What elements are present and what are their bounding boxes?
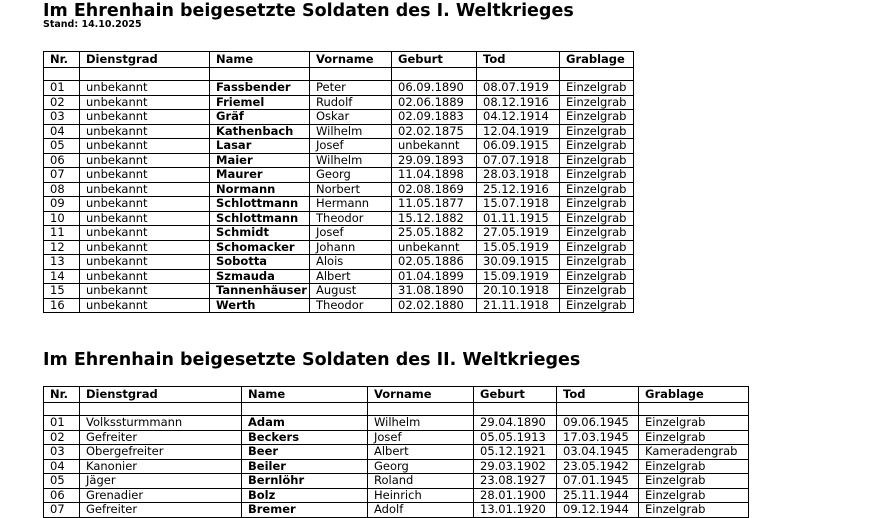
empty-cell xyxy=(392,68,477,81)
cell-tod: 07.07.1918 xyxy=(477,153,560,168)
table-header-row xyxy=(44,52,634,68)
empty-cell xyxy=(639,403,749,416)
empty-cell xyxy=(368,403,474,416)
cell-dienstgrad: unbekannt xyxy=(80,182,210,197)
table-row xyxy=(44,95,634,110)
cell-vorname: Roland xyxy=(368,474,474,489)
cell-name: Maurer xyxy=(210,168,310,183)
table-row xyxy=(44,168,634,183)
cell-grablage: Einzelgrab xyxy=(560,226,634,241)
cell-dienstgrad: unbekannt xyxy=(80,197,210,212)
cell-geburt: 06.09.1890 xyxy=(392,81,477,96)
cell-dienstgrad: unbekannt xyxy=(80,110,210,125)
table-row xyxy=(44,445,749,460)
cell-nr: 14 xyxy=(44,269,80,284)
cell-nr: 07 xyxy=(44,168,80,183)
cell-name: Schmidt xyxy=(210,226,310,241)
cell-tod: 27.05.1919 xyxy=(477,226,560,241)
column-header-nr: Nr. xyxy=(44,52,80,68)
cell-dienstgrad: unbekannt xyxy=(80,168,210,183)
cell-grablage: Einzelgrab xyxy=(639,488,749,503)
cell-tod: 17.03.1945 xyxy=(557,430,639,445)
cell-vorname: Rudolf xyxy=(310,95,392,110)
cell-tod: 12.04.1919 xyxy=(477,124,560,139)
cell-grablage: Einzelgrab xyxy=(560,95,634,110)
column-header-tod: Tod xyxy=(477,52,560,68)
table-row xyxy=(44,139,634,154)
cell-vorname: Josef xyxy=(310,139,392,154)
ww2-soldiers-table xyxy=(43,386,749,518)
cell-geburt: 11.04.1898 xyxy=(392,168,477,183)
cell-tod: 08.12.1916 xyxy=(477,95,560,110)
cell-grablage: Einzelgrab xyxy=(560,284,634,299)
cell-name: Normann xyxy=(210,182,310,197)
column-header-vorname: Vorname xyxy=(368,387,474,403)
cell-tod: 25.12.1916 xyxy=(477,182,560,197)
cell-vorname: Peter xyxy=(310,81,392,96)
cell-geburt: 02.02.1875 xyxy=(392,124,477,139)
cell-vorname: Adolf xyxy=(368,503,474,518)
empty-cell xyxy=(80,68,210,81)
cell-tod: 08.07.1919 xyxy=(477,81,560,96)
cell-tod: 21.11.1918 xyxy=(477,298,560,313)
cell-tod: 28.03.1918 xyxy=(477,168,560,183)
cell-nr: 05 xyxy=(44,139,80,154)
cell-name: Sobotta xyxy=(210,255,310,270)
cell-geburt: 31.08.1890 xyxy=(392,284,477,299)
cell-dienstgrad: unbekannt xyxy=(80,255,210,270)
cell-tod: 03.04.1945 xyxy=(557,445,639,460)
cell-grablage: Einzelgrab xyxy=(639,459,749,474)
cell-dienstgrad: Gefreiter xyxy=(80,430,242,445)
cell-name: Schlottmann xyxy=(210,211,310,226)
cell-grablage: Einzelgrab xyxy=(639,474,749,489)
cell-name: Beckers xyxy=(242,430,368,445)
cell-grablage: Einzelgrab xyxy=(560,110,634,125)
cell-dienstgrad: unbekannt xyxy=(80,81,210,96)
cell-nr: 08 xyxy=(44,182,80,197)
cell-geburt: 29.09.1893 xyxy=(392,153,477,168)
cell-name: Schomacker xyxy=(210,240,310,255)
cell-dienstgrad: Volkssturmmann xyxy=(80,416,242,431)
empty-cell xyxy=(557,403,639,416)
cell-vorname: Albert xyxy=(310,269,392,284)
cell-nr: 05 xyxy=(44,474,80,489)
empty-cell xyxy=(80,403,242,416)
cell-geburt: 23.08.1927 xyxy=(474,474,557,489)
table-row xyxy=(44,211,634,226)
cell-grablage: Einzelgrab xyxy=(560,182,634,197)
empty-cell xyxy=(44,68,80,81)
cell-geburt: unbekannt xyxy=(392,240,477,255)
column-header-name: Name xyxy=(210,52,310,68)
table-row xyxy=(44,298,634,313)
cell-tod: 01.11.1915 xyxy=(477,211,560,226)
cell-dienstgrad: unbekannt xyxy=(80,139,210,154)
cell-dienstgrad: Kanonier xyxy=(80,459,242,474)
cell-dienstgrad: unbekannt xyxy=(80,153,210,168)
cell-grablage: Einzelgrab xyxy=(560,197,634,212)
cell-vorname: Wilhelm xyxy=(368,416,474,431)
page-title-ww1: Im Ehrenhain beigesetzte Soldaten des I. Weltkrieges xyxy=(43,1,574,21)
cell-geburt: 15.12.1882 xyxy=(392,211,477,226)
cell-geburt: 29.03.1902 xyxy=(474,459,557,474)
table-row xyxy=(44,503,749,518)
cell-nr: 13 xyxy=(44,255,80,270)
cell-vorname: Albert xyxy=(368,445,474,460)
cell-tod: 07.01.1945 xyxy=(557,474,639,489)
cell-dienstgrad: unbekannt xyxy=(80,284,210,299)
cell-grablage: Einzelgrab xyxy=(560,81,634,96)
column-header-geburt: Geburt xyxy=(474,387,557,403)
cell-dienstgrad: unbekannt xyxy=(80,211,210,226)
cell-tod: 23.05.1942 xyxy=(557,459,639,474)
cell-nr: 04 xyxy=(44,124,80,139)
cell-nr: 06 xyxy=(44,153,80,168)
empty-cell xyxy=(242,403,368,416)
cell-name: Bremer xyxy=(242,503,368,518)
cell-geburt: unbekannt xyxy=(392,139,477,154)
cell-vorname: Hermann xyxy=(310,197,392,212)
column-header-name: Name xyxy=(242,387,368,403)
table-row xyxy=(44,197,634,212)
cell-nr: 16 xyxy=(44,298,80,313)
cell-geburt: 05.12.1921 xyxy=(474,445,557,460)
cell-geburt: 13.01.1920 xyxy=(474,503,557,518)
cell-grablage: Einzelgrab xyxy=(639,503,749,518)
cell-grablage: Einzelgrab xyxy=(560,255,634,270)
column-header-dienstgrad: Dienstgrad xyxy=(80,52,210,68)
cell-grablage: Einzelgrab xyxy=(560,168,634,183)
cell-nr: 12 xyxy=(44,240,80,255)
cell-nr: 07 xyxy=(44,503,80,518)
column-header-grablage: Grablage xyxy=(639,387,749,403)
table-row xyxy=(44,284,634,299)
cell-vorname: Georg xyxy=(310,168,392,183)
cell-vorname: Wilhelm xyxy=(310,124,392,139)
table-row xyxy=(44,226,634,241)
cell-tod: 04.12.1914 xyxy=(477,110,560,125)
empty-cell xyxy=(477,68,560,81)
cell-nr: 03 xyxy=(44,110,80,125)
cell-geburt: 29.04.1890 xyxy=(474,416,557,431)
cell-dienstgrad: unbekannt xyxy=(80,95,210,110)
cell-nr: 06 xyxy=(44,488,80,503)
cell-vorname: Georg xyxy=(368,459,474,474)
cell-tod: 09.12.1944 xyxy=(557,503,639,518)
table-spacer-row xyxy=(44,403,749,416)
cell-tod: 20.10.1918 xyxy=(477,284,560,299)
cell-nr: 03 xyxy=(44,445,80,460)
column-header-dienstgrad: Dienstgrad xyxy=(80,387,242,403)
cell-dienstgrad: Grenadier xyxy=(80,488,242,503)
cell-geburt: 02.09.1883 xyxy=(392,110,477,125)
table-row xyxy=(44,416,749,431)
empty-cell xyxy=(210,68,310,81)
cell-geburt: 02.08.1869 xyxy=(392,182,477,197)
cell-nr: 01 xyxy=(44,416,80,431)
cell-grablage: Einzelgrab xyxy=(560,211,634,226)
cell-nr: 11 xyxy=(44,226,80,241)
section-title-ww2: Im Ehrenhain beigesetzte Soldaten des II. Weltkrieges xyxy=(43,350,581,370)
table-row xyxy=(44,240,634,255)
table-row xyxy=(44,124,634,139)
cell-dienstgrad: unbekannt xyxy=(80,226,210,241)
table-row xyxy=(44,459,749,474)
cell-grablage: Einzelgrab xyxy=(639,416,749,431)
cell-nr: 15 xyxy=(44,284,80,299)
cell-name: Szmauda xyxy=(210,269,310,284)
cell-nr: 10 xyxy=(44,211,80,226)
cell-nr: 04 xyxy=(44,459,80,474)
cell-name: Tannenhäuser xyxy=(210,284,310,299)
cell-name: Fassbender xyxy=(210,81,310,96)
table-row xyxy=(44,153,634,168)
table-spacer-row xyxy=(44,68,634,81)
cell-grablage: Einzelgrab xyxy=(560,240,634,255)
cell-vorname: Johann xyxy=(310,240,392,255)
cell-name: Friemel xyxy=(210,95,310,110)
cell-grablage: Einzelgrab xyxy=(560,269,634,284)
cell-name: Beiler xyxy=(242,459,368,474)
cell-name: Beer xyxy=(242,445,368,460)
cell-name: Lasar xyxy=(210,139,310,154)
cell-vorname: Theodor xyxy=(310,298,392,313)
cell-geburt: 25.05.1882 xyxy=(392,226,477,241)
cell-tod: 09.06.1945 xyxy=(557,416,639,431)
cell-grablage: Einzelgrab xyxy=(560,298,634,313)
cell-tod: 15.09.1919 xyxy=(477,269,560,284)
table-row xyxy=(44,110,634,125)
cell-nr: 02 xyxy=(44,430,80,445)
cell-name: Maier xyxy=(210,153,310,168)
empty-cell xyxy=(560,68,634,81)
cell-nr: 01 xyxy=(44,81,80,96)
cell-tod: 15.07.1918 xyxy=(477,197,560,212)
cell-name: Bolz xyxy=(242,488,368,503)
column-header-vorname: Vorname xyxy=(310,52,392,68)
cell-grablage: Kameradengrab xyxy=(639,445,749,460)
cell-name: Bernlöhr xyxy=(242,474,368,489)
cell-nr: 09 xyxy=(44,197,80,212)
column-header-geburt: Geburt xyxy=(392,52,477,68)
cell-vorname: Theodor xyxy=(310,211,392,226)
cell-tod: 06.09.1915 xyxy=(477,139,560,154)
column-header-tod: Tod xyxy=(557,387,639,403)
column-header-nr: Nr. xyxy=(44,387,80,403)
cell-geburt: 11.05.1877 xyxy=(392,197,477,212)
cell-dienstgrad: unbekannt xyxy=(80,124,210,139)
cell-vorname: Heinrich xyxy=(368,488,474,503)
table-row xyxy=(44,488,749,503)
table-row xyxy=(44,81,634,96)
cell-grablage: Einzelgrab xyxy=(560,139,634,154)
empty-cell xyxy=(474,403,557,416)
cell-tod: 25.11.1944 xyxy=(557,488,639,503)
cell-name: Werth xyxy=(210,298,310,313)
cell-vorname: Josef xyxy=(310,226,392,241)
cell-dienstgrad: unbekannt xyxy=(80,269,210,284)
cell-geburt: 02.02.1880 xyxy=(392,298,477,313)
cell-name: Schlottmann xyxy=(210,197,310,212)
cell-name: Gräf xyxy=(210,110,310,125)
cell-name: Kathenbach xyxy=(210,124,310,139)
cell-dienstgrad: Gefreiter xyxy=(80,503,242,518)
cell-geburt: 02.06.1889 xyxy=(392,95,477,110)
table-row xyxy=(44,182,634,197)
cell-vorname: August xyxy=(310,284,392,299)
column-header-grablage: Grablage xyxy=(560,52,634,68)
cell-dienstgrad: Jäger xyxy=(80,474,242,489)
cell-grablage: Einzelgrab xyxy=(560,124,634,139)
table-row xyxy=(44,255,634,270)
cell-geburt: 01.04.1899 xyxy=(392,269,477,284)
cell-vorname: Norbert xyxy=(310,182,392,197)
cell-nr: 02 xyxy=(44,95,80,110)
empty-cell xyxy=(44,403,80,416)
cell-dienstgrad: unbekannt xyxy=(80,240,210,255)
cell-vorname: Oskar xyxy=(310,110,392,125)
cell-vorname: Wilhelm xyxy=(310,153,392,168)
cell-name: Adam xyxy=(242,416,368,431)
stand-date: Stand: 14.10.2025 xyxy=(43,19,142,30)
table-row xyxy=(44,430,749,445)
ww1-soldiers-table xyxy=(43,51,634,313)
cell-geburt: 05.05.1913 xyxy=(474,430,557,445)
cell-geburt: 02.05.1886 xyxy=(392,255,477,270)
table-header-row xyxy=(44,387,749,403)
cell-vorname: Alois xyxy=(310,255,392,270)
cell-geburt: 28.01.1900 xyxy=(474,488,557,503)
table-row xyxy=(44,474,749,489)
table-row xyxy=(44,269,634,284)
cell-tod: 15.05.1919 xyxy=(477,240,560,255)
cell-grablage: Einzelgrab xyxy=(560,153,634,168)
cell-grablage: Einzelgrab xyxy=(639,430,749,445)
empty-cell xyxy=(310,68,392,81)
cell-dienstgrad: unbekannt xyxy=(80,298,210,313)
cell-tod: 30.09.1915 xyxy=(477,255,560,270)
cell-dienstgrad: Obergefreiter xyxy=(80,445,242,460)
cell-vorname: Josef xyxy=(368,430,474,445)
